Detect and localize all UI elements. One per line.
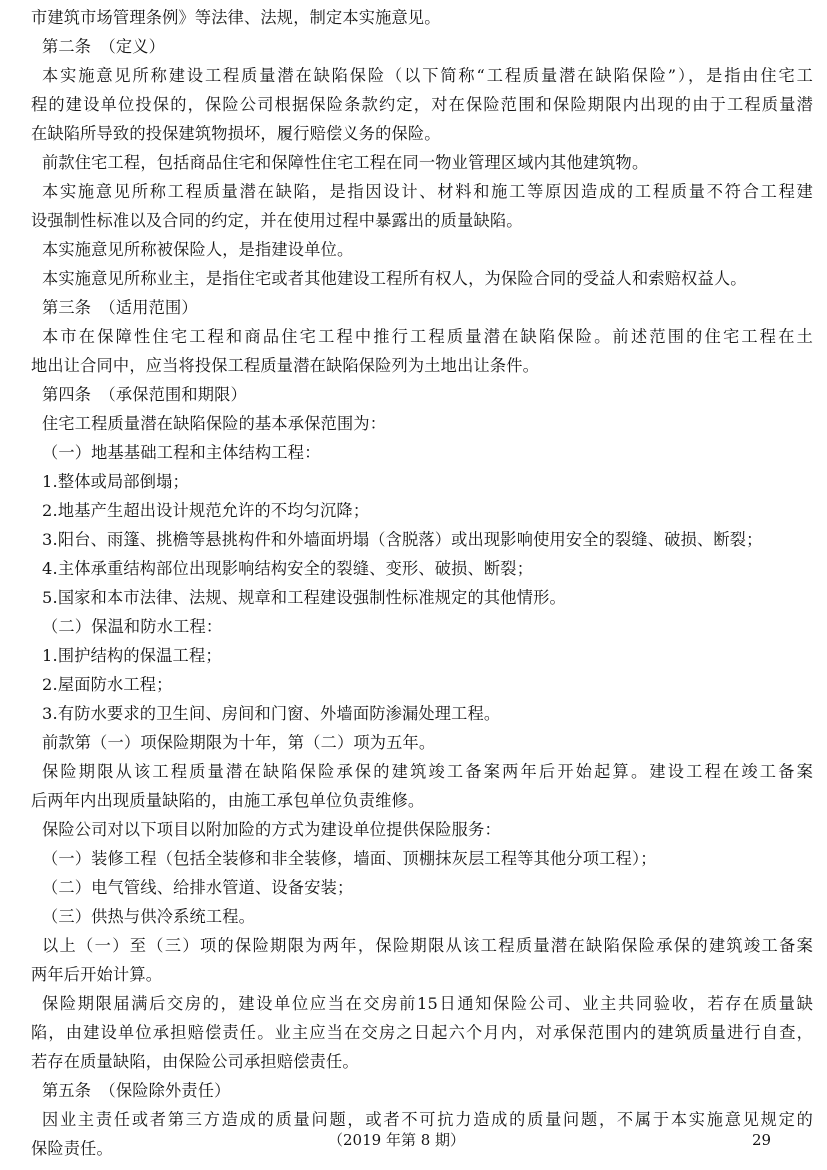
text-line: 设强制性标准以及合同的约定，并在使用过程中暴露出的质量缺陷。 bbox=[31, 211, 523, 230]
list-item: 1.围护结构的保温工程； bbox=[42, 646, 222, 665]
list-item: 2.屋面防水工程； bbox=[42, 675, 173, 694]
text-line: 在缺陷所导致的投保建筑物损坏，履行赔偿义务的保险。 bbox=[31, 124, 441, 143]
list-item: （二）保温和防水工程： bbox=[42, 617, 223, 636]
text-line: 程的建设单位投保的，保险公司根据保险条款约定，对在保险范围和保险期限内出现的由于工程质量潜 bbox=[31, 95, 813, 114]
page-number: 29 bbox=[752, 1131, 772, 1149]
list-item: 3.阳台、雨篷、挑檐等悬挑构件和外墙面坍塌（含脱落）或出现影响使用安全的裂缝、破损、断裂； bbox=[42, 530, 763, 549]
text-line: 本市在保障性住宅工程和商品住宅工程中推行工程质量潜在缺陷保险。前述范围的住宅工程在土 bbox=[42, 327, 813, 346]
list-item: 3.有防水要求的卫生间、房间和门窗、外墙面防渗漏处理工程。 bbox=[42, 704, 501, 723]
list-item: （一）装修工程（包括全装修和非全装修，墙面、顶棚抹灰层工程等其他分项工程）； bbox=[42, 849, 657, 868]
text-line: 本实施意见所称被保险人，是指建设单位。 bbox=[42, 240, 354, 259]
text-line: 若存在质量缺陷，由保险公司承担赔偿责任。 bbox=[31, 1052, 359, 1071]
list-item: （二）电气管线、给排水管道、设备安装； bbox=[42, 878, 354, 897]
text-line: 本实施意见所称工程质量潜在缺陷，是指因设计、材料和施工等原因造成的工程质量不符合工程建 bbox=[42, 182, 813, 201]
text-line: 本实施意见所称建设工程质量潜在缺陷保险（以下简称“工程质量潜在缺陷保险”），是指由住宅工 bbox=[42, 66, 813, 85]
text-line: 陷，由建设单位承担赔偿责任。业主应当在交房之日起六个月内，对承保范围内的建筑质量进行自查， bbox=[31, 1023, 813, 1042]
text-line: 后两年内出现质量缺陷的，由施工承包单位负责维修。 bbox=[31, 791, 425, 810]
text-line: 前款第（一）项保险期限为十年，第（二）项为五年。 bbox=[42, 733, 436, 752]
list-item: （一）地基基础工程和主体结构工程： bbox=[42, 443, 321, 462]
list-item: 4.主体承重结构部位出现影响结构安全的裂缝、变形、破损、断裂； bbox=[42, 559, 534, 578]
list-item: 5.国家和本市法律、法规、规章和工程建设强制性标准规定的其他情形。 bbox=[42, 588, 566, 607]
text-line: 前款住宅工程，包括商品住宅和保障性住宅工程在同一物业管理区域内其他建筑物。 bbox=[42, 153, 649, 172]
text-line: 保险期限从该工程质量潜在缺陷保险承保的建筑竣工备案两年后开始起算。建设工程在竣工备案 bbox=[42, 762, 813, 781]
article-2-heading: 第二条 （定义） bbox=[42, 37, 165, 56]
text-line: 因业主责任或者第三方造成的质量问题，或者不可抗力造成的质量问题，不属于本实施意见规定的 bbox=[42, 1110, 813, 1129]
text-line-continuation: 市建筑市场管理条例》等法律、法规，制定本实施意见。 bbox=[31, 8, 441, 27]
text-line: 地出让合同中，应当将投保工程质量潜在缺陷保险列为土地出让条件。 bbox=[31, 356, 540, 375]
list-item: 1.整体或局部倒塌； bbox=[42, 472, 189, 491]
text-line: 保险责任。 bbox=[31, 1139, 113, 1158]
article-5-heading: 第五条 （保险除外责任） bbox=[42, 1081, 231, 1100]
article-3-heading: 第三条 （适用范围） bbox=[42, 298, 198, 317]
text-line: 两年后开始计算。 bbox=[31, 965, 163, 984]
issue-label: （2019 年第 8 期） bbox=[328, 1131, 466, 1149]
text-line: 本实施意见所称业主，是指住宅或者其他建设工程所有权人，为保险合同的受益人和索赔权益人。 bbox=[42, 269, 747, 288]
text-line: 保险期限届满后交房的，建设单位应当在交房前15日通知保险公司、业主共同验收，若存在质量缺 bbox=[42, 994, 813, 1013]
list-item: 2.地基产生超出设计规范允许的不均匀沉降； bbox=[42, 501, 370, 520]
article-4-heading: 第四条 （承保范围和期限） bbox=[42, 385, 247, 404]
list-item: （三）供热与供冷系统工程。 bbox=[42, 907, 256, 926]
text-line: 保险公司对以下项目以附加险的方式为建设单位提供保险服务： bbox=[42, 820, 501, 839]
text-line: 以上（一）至（三）项的保险期限为两年，保险期限从该工程质量潜在缺陷保险承保的建筑竣工备案 bbox=[42, 936, 813, 955]
text-line: 住宅工程质量潜在缺陷保险的基本承保范围为： bbox=[42, 414, 387, 433]
